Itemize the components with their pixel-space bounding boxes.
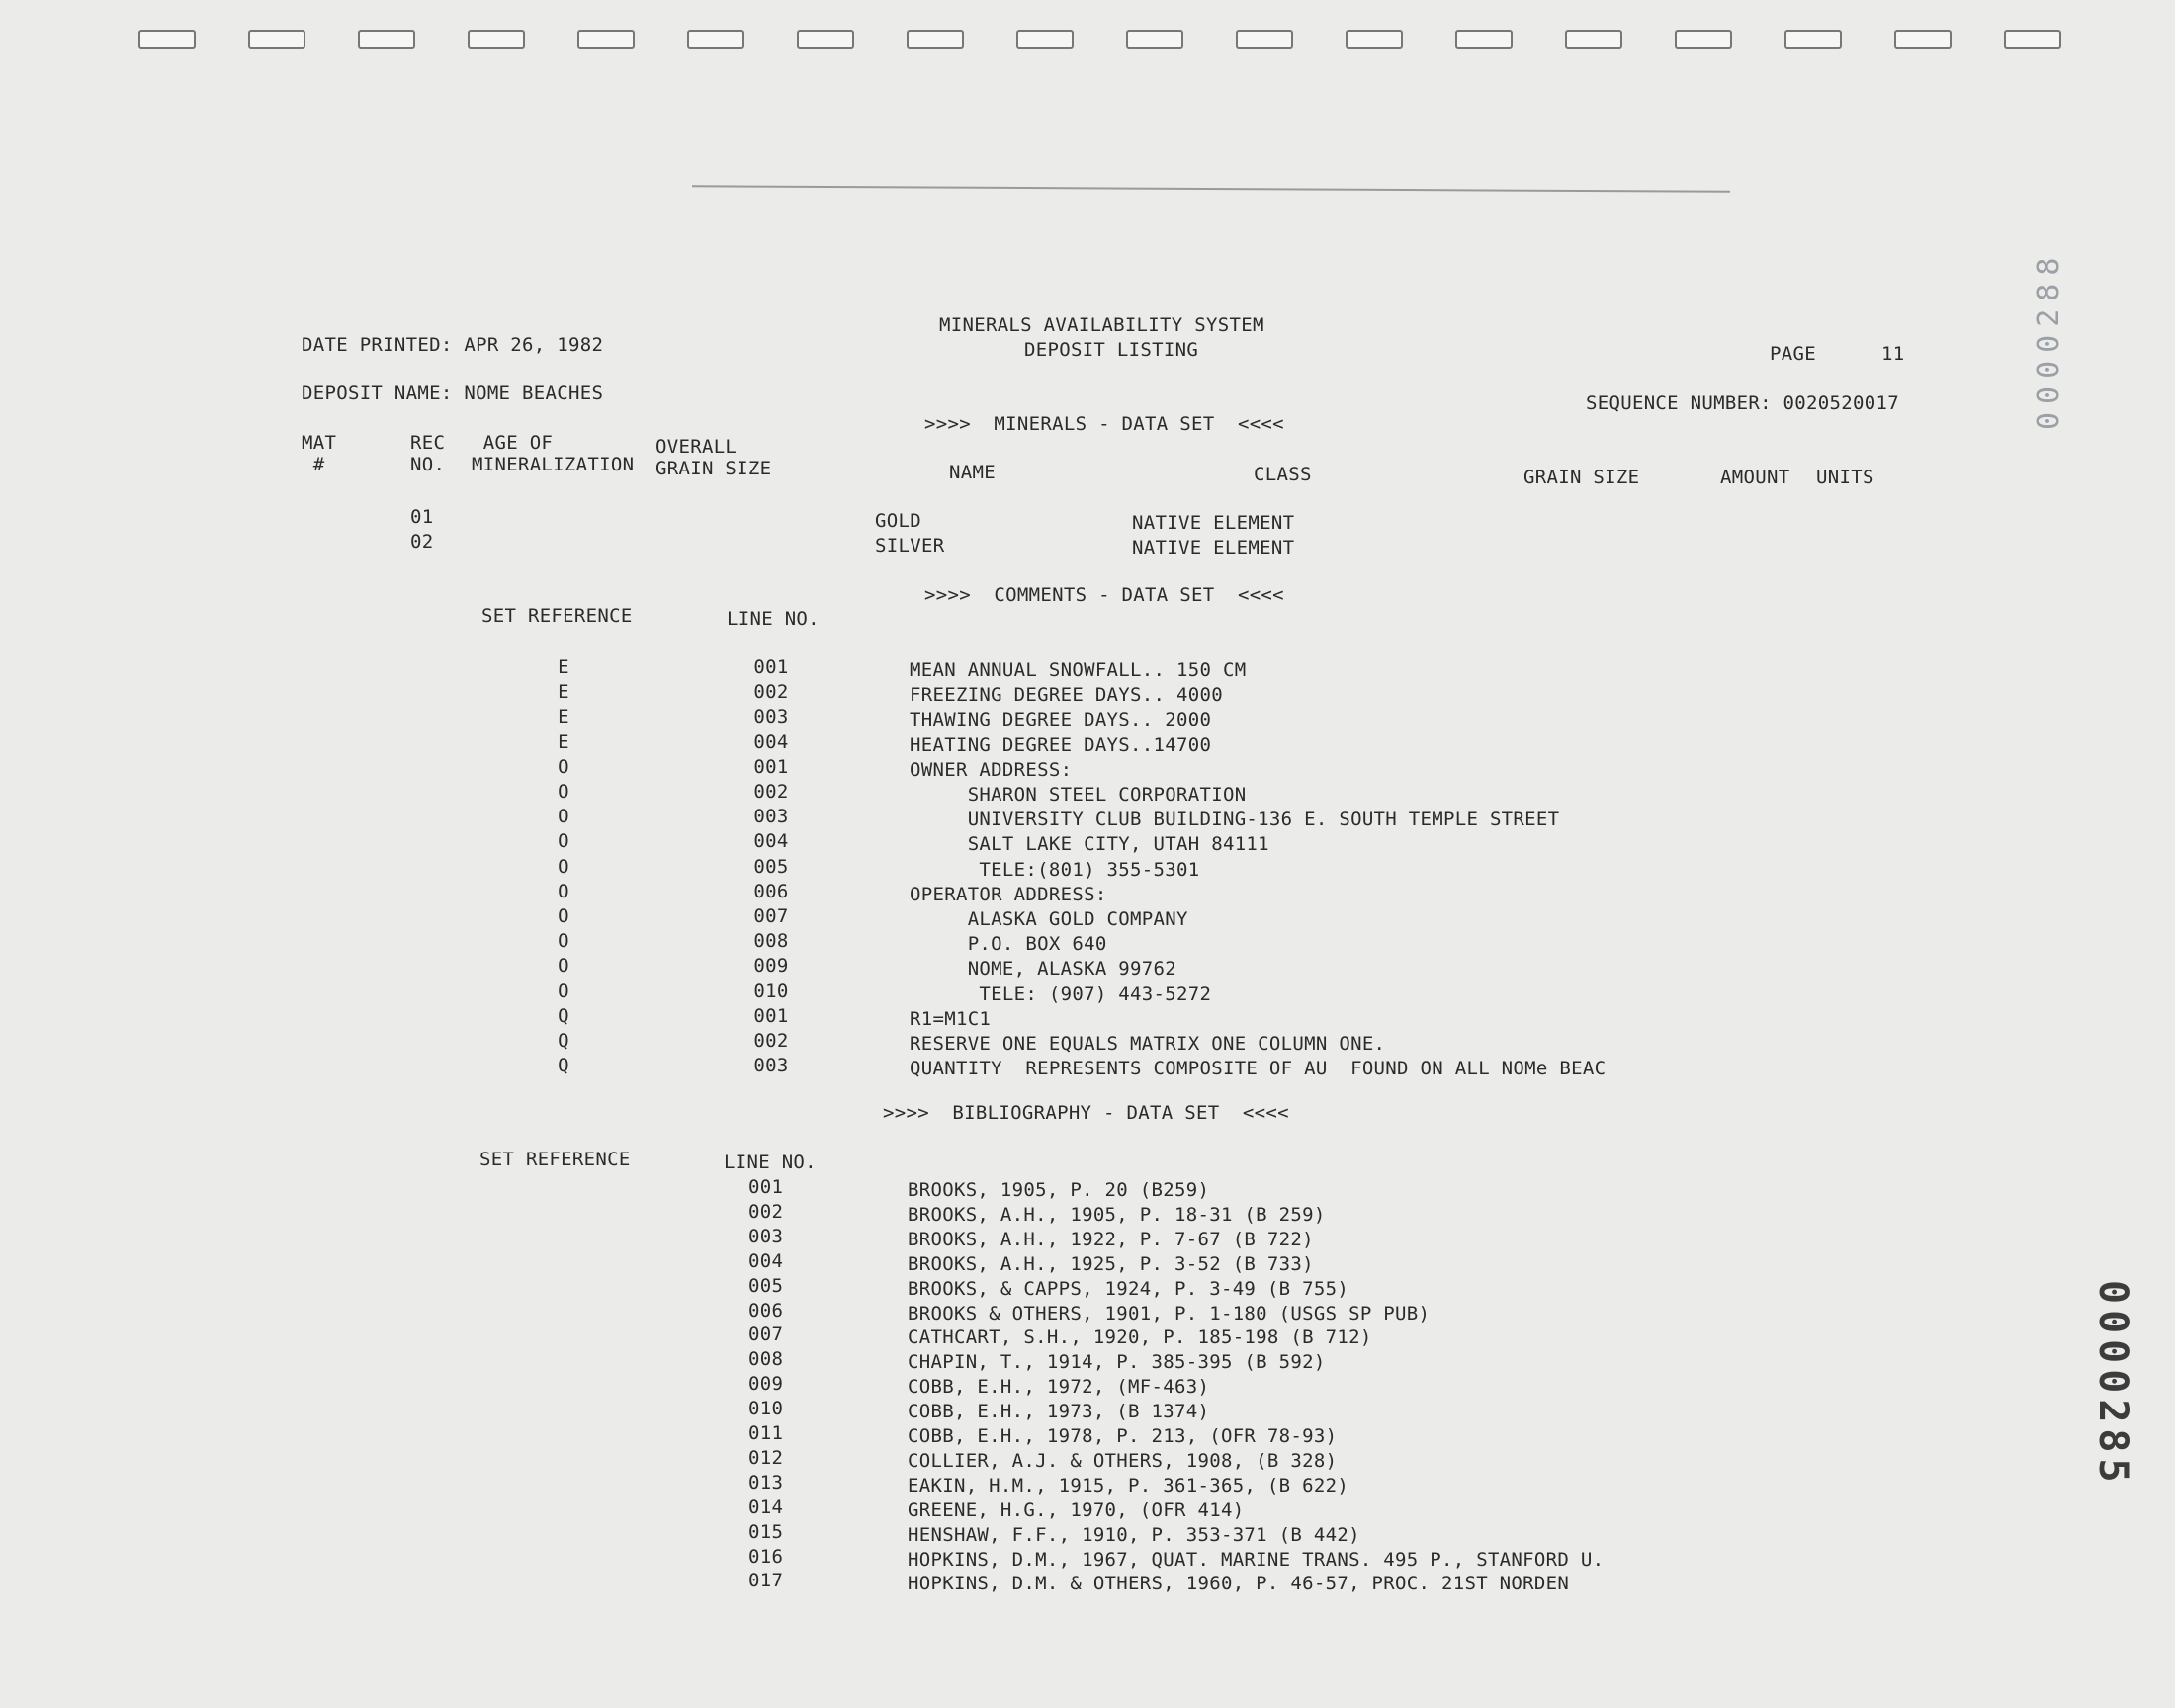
bibliography-entry: EAKIN, H.M., 1915, P. 361-365, (B 622) — [908, 1474, 1349, 1496]
comment-set-reference: O — [558, 955, 569, 978]
feed-hole — [1016, 30, 1074, 49]
bibliography-entry: CATHCART, S.H., 1920, P. 185-198 (B 712) — [908, 1326, 1372, 1349]
bibliography-entry: HENSHAW, F.F., 1910, P. 353-371 (B 442) — [908, 1523, 1360, 1546]
bibliography-line-no: 006 — [748, 1299, 784, 1322]
col-overall-grain-size: OVERALL GRAIN SIZE — [655, 436, 772, 479]
bibliography-line-no: 005 — [748, 1274, 784, 1297]
mineral-rec-no: 01 — [410, 506, 434, 528]
bibliography-entry: BROOKS, A.H., 1922, P. 7-67 (B 722) — [908, 1228, 1314, 1250]
mineral-class: NATIVE ELEMENT — [1132, 537, 1295, 558]
bibliography-col-set-reference: SET REFERENCE — [479, 1149, 631, 1170]
comments-col-line-no: LINE NO. — [727, 608, 820, 630]
comment-line-no: 008 — [753, 930, 789, 953]
bibliography-entry: BROOKS & OTHERS, 1901, P. 1-180 (USGS SP PUB) — [908, 1302, 1431, 1324]
margin-stamp-bottom: 0000285 — [2090, 1280, 2135, 1489]
comment-line-no: 001 — [753, 656, 789, 678]
feed-hole — [2004, 30, 2061, 49]
feed-hole — [797, 30, 854, 49]
bibliography-line-no: 003 — [748, 1225, 784, 1247]
bibliography-line-no: 001 — [748, 1176, 784, 1198]
comment-set-reference: O — [558, 755, 569, 778]
bibliography-entry: HOPKINS, D.M. & OTHERS, 1960, P. 46-57, PROC. 21ST NORDEN — [908, 1573, 1570, 1595]
mineral-name: SILVER — [875, 535, 945, 556]
feed-hole — [577, 30, 635, 49]
feed-hole — [1894, 30, 1952, 49]
comment-set-reference: E — [558, 656, 569, 678]
comments-col-set-reference: SET REFERENCE — [481, 605, 633, 627]
feed-hole — [248, 30, 305, 49]
bibliography-entry: HOPKINS, D.M., 1967, QUAT. MARINE TRANS. 495 P., STANFORD U. — [908, 1548, 1605, 1571]
col-age: AGE OF MINERALIZATION — [472, 432, 635, 475]
comment-line-no: 003 — [753, 706, 789, 728]
bibliography-entry: COBB, E.H., 1973, (B 1374) — [908, 1401, 1210, 1423]
comment-line-no: 002 — [753, 1030, 789, 1052]
comment-line-no: 006 — [753, 880, 789, 902]
bibliography-line-no: 015 — [748, 1520, 784, 1543]
bibliography-heading: >>>> BIBLIOGRAPHY - DATA SET <<<< — [883, 1102, 1289, 1124]
bibliography-col-line-no: LINE NO. — [724, 1152, 817, 1173]
mineral-name: GOLD — [875, 510, 921, 532]
bibliography-line-no: 014 — [748, 1495, 784, 1518]
feed-hole — [1126, 30, 1183, 49]
comment-line-no: 004 — [753, 830, 789, 853]
bibliography-entry: BROOKS, A.H., 1925, P. 3-52 (B 733) — [908, 1252, 1314, 1275]
feed-hole — [1455, 30, 1513, 49]
date-printed: DATE PRINTED: APR 26, 1982 — [302, 334, 604, 356]
comment-text: NOME, ALASKA 99762 — [910, 958, 1176, 981]
comment-set-reference: O — [558, 781, 569, 803]
bibliography-line-no: 011 — [748, 1422, 784, 1444]
comment-set-reference: E — [558, 681, 569, 704]
comment-text: FREEZING DEGREE DAYS.. 4000 — [910, 684, 1223, 707]
comment-text: HEATING DEGREE DAYS..14700 — [910, 733, 1212, 756]
comment-line-no: 009 — [753, 955, 789, 978]
comment-line-no: 003 — [753, 1055, 789, 1077]
comment-set-reference: O — [558, 905, 569, 927]
system-title: MINERALS AVAILABILITY SYSTEM — [939, 314, 1264, 336]
comment-text: SALT LAKE CITY, UTAH 84111 — [910, 833, 1269, 856]
bibliography-entry: BROOKS, & CAPPS, 1924, P. 3-49 (B 755) — [908, 1277, 1349, 1300]
bibliography-line-no: 004 — [748, 1249, 784, 1272]
bibliography-line-no: 012 — [748, 1446, 784, 1469]
comment-set-reference: Q — [558, 1055, 569, 1077]
comment-line-no: 002 — [753, 781, 789, 803]
bibliography-entry: COLLIER, A.J. & OTHERS, 1908, (B 328) — [908, 1449, 1338, 1472]
comment-text: OWNER ADDRESS: — [910, 758, 1073, 781]
bibliography-entry: COBB, E.H., 1972, (MF-463) — [908, 1376, 1210, 1399]
comment-text: THAWING DEGREE DAYS.. 2000 — [910, 709, 1212, 731]
comment-text: P.O. BOX 640 — [910, 933, 1107, 956]
bibliography-entry: GREENE, H.G., 1970, (OFR 414) — [908, 1498, 1245, 1521]
feed-hole — [1346, 30, 1403, 49]
bibliography-entry: BROOKS, A.H., 1905, P. 18-31 (B 259) — [908, 1203, 1326, 1226]
bibliography-line-no: 010 — [748, 1398, 784, 1420]
bibliography-line-no: 013 — [748, 1471, 784, 1494]
bibliography-line-no: 009 — [748, 1373, 784, 1396]
comment-set-reference: E — [558, 706, 569, 728]
col-class: CLASS — [1254, 464, 1312, 485]
comment-line-no: 002 — [753, 681, 789, 704]
feed-hole — [468, 30, 525, 49]
col-mat: MAT # — [302, 432, 337, 475]
comment-line-no: 001 — [753, 755, 789, 778]
feed-hole — [138, 30, 196, 49]
comment-text: R1=M1C1 — [910, 1007, 992, 1030]
col-rec: REC NO. — [410, 432, 446, 475]
feed-hole — [358, 30, 415, 49]
comment-set-reference: O — [558, 830, 569, 853]
comment-set-reference: O — [558, 855, 569, 878]
comment-set-reference: Q — [558, 1004, 569, 1027]
comment-set-reference: O — [558, 930, 569, 953]
report-subtitle: DEPOSIT LISTING — [1024, 339, 1199, 361]
feed-hole — [687, 30, 744, 49]
comment-set-reference: O — [558, 806, 569, 828]
mineral-rec-no: 02 — [410, 531, 434, 553]
page-number: 11 — [1881, 343, 1905, 365]
perforation-line — [692, 185, 1730, 192]
comment-set-reference: O — [558, 880, 569, 902]
comment-text: TELE:(801) 355-5301 — [910, 858, 1200, 881]
mineral-class: NATIVE ELEMENT — [1132, 512, 1295, 534]
comment-text: UNIVERSITY CLUB BUILDING-136 E. SOUTH TEMPLE STREET — [910, 809, 1560, 831]
comment-text: RESERVE ONE EQUALS MATRIX ONE COLUMN ONE. — [910, 1033, 1386, 1055]
bibliography-entry: BROOKS, 1905, P. 20 (B259) — [908, 1179, 1210, 1201]
page-label: PAGE — [1770, 343, 1816, 365]
comments-heading: >>>> COMMENTS - DATA SET <<<< — [924, 584, 1284, 606]
feed-hole — [907, 30, 964, 49]
sequence-number: SEQUENCE NUMBER: 0020520017 — [1586, 392, 1899, 414]
comment-set-reference: E — [558, 730, 569, 753]
comment-text: ALASKA GOLD COMPANY — [910, 908, 1188, 930]
comment-text: OPERATOR ADDRESS: — [910, 883, 1107, 905]
comment-set-reference: O — [558, 980, 569, 1002]
feed-hole — [1565, 30, 1622, 49]
comment-line-no: 001 — [753, 1004, 789, 1027]
comment-line-no: 007 — [753, 905, 789, 927]
margin-stamp-top: 0000288 — [2032, 249, 2066, 430]
feed-hole — [1784, 30, 1842, 49]
col-amount: AMOUNT — [1720, 467, 1790, 488]
col-units: UNITS — [1816, 467, 1874, 488]
comment-text: QUANTITY REPRESENTS COMPOSITE OF AU FOUND ON ALL NOMe BEAC — [910, 1058, 1607, 1080]
bibliography-line-no: 017 — [748, 1570, 784, 1592]
minerals-heading: >>>> MINERALS - DATA SET <<<< — [924, 413, 1284, 435]
bibliography-line-no: 002 — [748, 1200, 784, 1223]
comment-text: SHARON STEEL CORPORATION — [910, 784, 1247, 806]
comment-line-no: 005 — [753, 855, 789, 878]
col-grain-size: GRAIN SIZE — [1523, 467, 1640, 488]
comment-line-no: 003 — [753, 806, 789, 828]
comment-text: TELE: (907) 443-5272 — [910, 982, 1212, 1005]
comment-line-no: 010 — [753, 980, 789, 1002]
tractor-feed-holes — [138, 30, 2066, 53]
deposit-name: DEPOSIT NAME: NOME BEACHES — [302, 383, 604, 404]
bibliography-entry: CHAPIN, T., 1914, P. 385-395 (B 592) — [908, 1351, 1326, 1374]
bibliography-line-no: 007 — [748, 1324, 784, 1346]
feed-hole — [1675, 30, 1732, 49]
bibliography-line-no: 016 — [748, 1545, 784, 1568]
bibliography-entry: COBB, E.H., 1978, P. 213, (OFR 78-93) — [908, 1425, 1338, 1447]
comment-text: MEAN ANNUAL SNOWFALL.. 150 CM — [910, 659, 1247, 681]
feed-hole — [1236, 30, 1293, 49]
col-name: NAME — [949, 462, 996, 483]
comment-line-no: 004 — [753, 730, 789, 753]
bibliography-line-no: 008 — [748, 1348, 784, 1371]
comment-set-reference: Q — [558, 1030, 569, 1052]
